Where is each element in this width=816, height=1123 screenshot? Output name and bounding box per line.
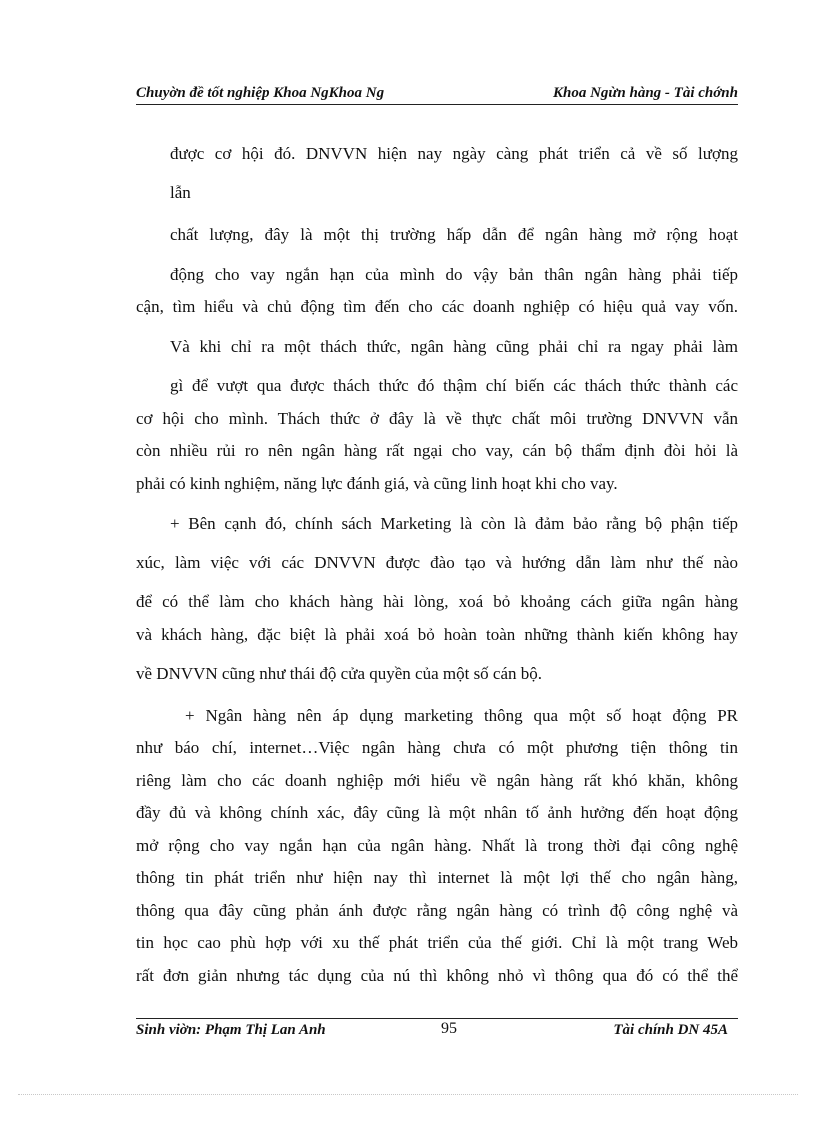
header-left-title: Chuyờn đề tốt nghiệp Khoa NgKhoa Ng: [136, 85, 385, 101]
text-line: + Ngân hàng nên áp dụng marketing thông qua một số hoạt động PR: [185, 706, 738, 725]
text-line: và khách hàng, đặc biệt là phải xoá bỏ hoàn toàn những thành kiến không hay: [136, 625, 738, 644]
text-line: như báo chí, internet…Việc ngân hàng chưa có một phương tiện thông tin: [136, 738, 738, 757]
text-line: mở rộng cho vay ngắn hạn của ngân hàng. Nhất là trong thời đại công nghệ: [136, 836, 738, 855]
text-line: đầy đủ và không chính xác, đây cũng là một nhân tố ảnh hưởng đến hoạt động: [136, 803, 738, 822]
text-line: còn nhiều rủi ro nên ngân hàng rất ngại cho vay, cán bộ thẩm định đòi hỏi là: [136, 441, 738, 460]
text-line: lẫn: [170, 183, 191, 202]
text-line: chất lượng, đây là một thị trường hấp dẫn để ngân hàng mở rộng hoạt: [170, 225, 738, 244]
header-rule: [136, 104, 738, 105]
text-line: để có thể làm cho khách hàng hài lòng, xoá bỏ khoảng cách giữa ngân hàng: [136, 592, 738, 611]
footer-class: Tài chính DN 45A: [613, 1022, 728, 1038]
header-right-title: Khoa Ngừn hàng - Tài chớnh: [552, 85, 738, 101]
text-line: cơ hội cho mình. Thách thức ở đây là về thực chất môi trường DNVVN vẫn: [136, 409, 738, 428]
text-line: gì để vượt qua được thách thức đó thậm chí biến các thách thức thành các: [170, 376, 738, 395]
text-line: tin học cao phù hợp với xu thế phát triển của thế giới. Chỉ là một trang Web: [136, 933, 738, 952]
text-line: thông qua đây cũng phản ánh được rằng ngân hàng có trình độ công nghệ và: [136, 901, 738, 920]
page-number: 95: [441, 1020, 457, 1037]
text-line: thông tin phát triển như hiện nay thì internet là một lợi thế cho ngân hàng,: [136, 868, 738, 887]
text-line: động cho vay ngắn hạn của mình do vậy bản thân ngân hàng phải tiếp: [170, 265, 738, 284]
footer-rule: [136, 1018, 738, 1019]
text-line: riêng làm cho các doanh nghiệp mới hiểu về ngân hàng rất khó khăn, không: [136, 771, 738, 790]
text-line: rất đơn giản nhưng tác dụng của nú thì không nhỏ vì thông qua đó có thể thể: [136, 966, 738, 985]
text-line: xúc, làm việc với các DNVVN được đào tạo và hướng dẫn làm như thế nào: [136, 553, 738, 572]
text-line: phải có kinh nghiệm, năng lực đánh giá, và cũng linh hoạt khi cho vay.: [136, 474, 618, 493]
text-line: cận, tìm hiểu và chủ động tìm đến cho các doanh nghiệp có hiệu quả vay vốn.: [136, 297, 738, 316]
page-edge-dotted-line: [18, 1094, 798, 1095]
text-line: được cơ hội đó. DNVVN hiện nay ngày càng phát triển cả về số lượng: [170, 144, 738, 163]
text-line: Và khi chỉ ra một thách thức, ngân hàng cũng phải chỉ ra ngay phải làm: [170, 337, 738, 356]
footer-student: Sinh viờn: Phạm Thị Lan Anh: [136, 1022, 326, 1038]
text-line: + Bên cạnh đó, chính sách Marketing là còn là đảm bảo rằng bộ phận tiếp: [170, 514, 738, 533]
text-line: về DNVVN cũng như thái độ cửa quyền của một số cán bộ.: [136, 664, 543, 683]
